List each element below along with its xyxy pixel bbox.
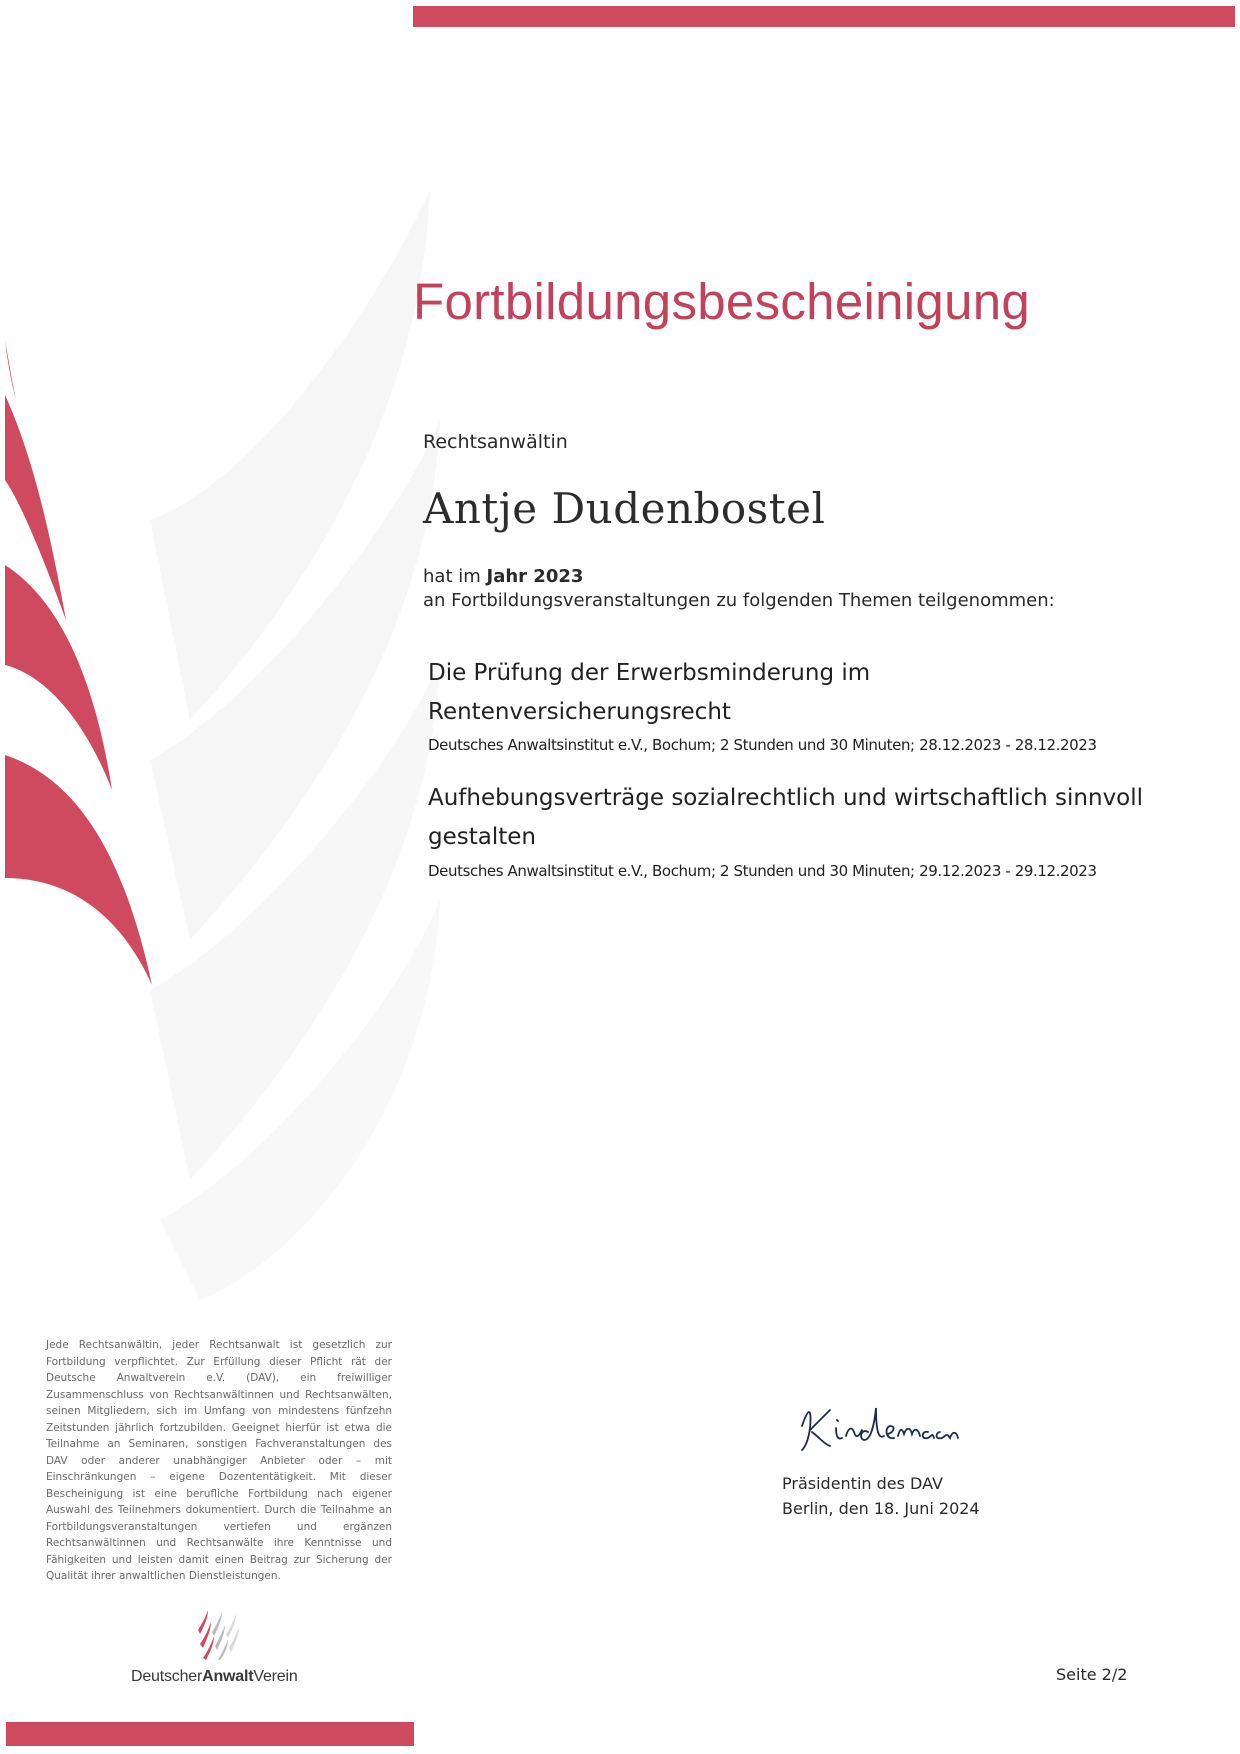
page-number: Seite 2/2 xyxy=(1056,1665,1128,1684)
signer-role: Präsidentin des DAV xyxy=(782,1474,943,1493)
course-details-1: Deutsches Anwaltsinstitut e.V., Bochum; 2 Stunden und 30 Minuten; 28.12.2023 - 28.12.2023 xyxy=(428,736,1097,754)
intro-year: Jahr 2023 xyxy=(486,566,584,587)
organization-name xyxy=(131,1668,298,1686)
intro-prefix: hat im xyxy=(423,566,481,587)
org-name-bold: Anwalt xyxy=(202,1668,254,1685)
handwritten-signature xyxy=(790,1388,1010,1458)
participation-statement: an Fortbildungsveranstaltungen zu folgenden Themen teilgenommen: xyxy=(423,590,1055,611)
recipient-name: Antje Dudenbostel xyxy=(423,484,826,533)
legal-footnote: Jede Rechtsanwältin, jeder Rechtsanwalt ist gesetzlich zur Fortbildung verpflichtet. Zur Erfüllung dieser Pflicht rät der Deutsche Anwaltverein e.V. (DAV), ein freiwilliger Zusammenschluss von Rechtsanwältinnen und Rechtsanwälten, seinen Mitgliedern, sich im Umfang von mindestens fünfzehn Zeitstunden jährlich fortzubilden. Geeignet hierfür ist etwa die Teilnahme an Seminaren, sonstigen Fachveranstaltungen des DAV oder anderer unabhängiger Anbieter oder – mit Einschränkungen – eigene Dozententätigkeit. Mit dieser Bescheinigung ist eine berufliche Fortbildung nach eigener Auswahl des Teilnehmers dokumentiert. Durch die Teilnahme an Fortbildungsveranstaltungen vertiefen und ergänzen Rechtsanwältinnen und Rechtsanwälte ihre Kenntnisse und Fähigkeiten und leisten damit einen Beitrag zur Sicherung der Qualität ihrer anwaltlichen Dienstleistungen. xyxy=(46,1339,392,1582)
course-title-2: Aufhebungsverträge sozialrechtlich und wirtschaftlich sinnvoll gestalten xyxy=(428,785,1144,850)
dav-logo-icon xyxy=(196,1610,242,1660)
place-and-date: Berlin, den 18. Juni 2024 xyxy=(782,1499,980,1518)
participation-year-line xyxy=(423,566,583,587)
document-title: Fortbildungsbescheinigung xyxy=(413,273,1031,330)
recipient-salutation: Rechtsanwältin xyxy=(423,431,568,453)
bottom-accent-bar xyxy=(6,1722,414,1746)
course-details-2: Deutsches Anwaltsinstitut e.V., Bochum; 2 Stunden und 30 Minuten; 29.12.2023 - 29.12.2023 xyxy=(428,862,1097,880)
org-name-prefix: Deutscher xyxy=(131,1668,203,1685)
course-title-1: Die Prüfung der Erwerbsminderung im Rentenversicherungsrecht xyxy=(428,660,871,725)
org-name-suffix: Verein xyxy=(253,1668,298,1685)
